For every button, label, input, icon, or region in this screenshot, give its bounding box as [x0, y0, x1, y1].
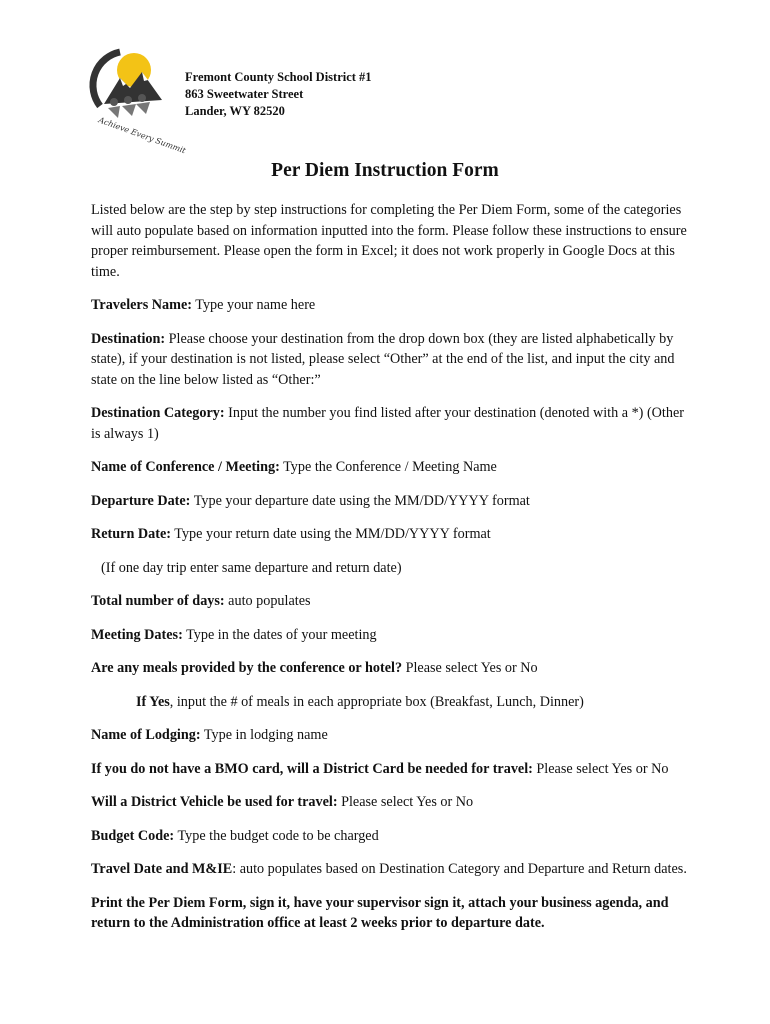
field-meals-provided: Are any meals provided by the conference or hotel? Please select Yes or No	[91, 660, 538, 676]
field-district-vehicle: Will a District Vehicle be used for travel: Please select Yes or No	[91, 794, 474, 810]
logo-motto: Achieve Every Summit	[97, 115, 187, 156]
field-conference-name: Name of Conference / Meeting: Type the Conference / Meeting Name	[91, 459, 497, 475]
org-street: 863 Sweetwater Street	[185, 87, 304, 101]
field-destination: Destination: Please choose your destination from the drop down box (they are listed alphabetically by state), if your destination is not listed, please select “Other” at the end of the list, and input the city and state on the line below listed as “Other:”	[91, 330, 675, 388]
field-lodging: Name of Lodging: Type in lodging name	[91, 727, 328, 743]
field-destination-category: Destination Category: Input the number you find listed after your destination (denoted with a *) (Other is always 1)	[91, 405, 684, 442]
final-instruction: Print the Per Diem Form, sign it, have your supervisor sign it, attach your business agenda, and return to the Administration office at least 2 weeks prior to departure date.	[91, 894, 669, 931]
district-address	[185, 69, 372, 120]
field-return-date: Return Date: Type your return date using the MM/DD/YYYY format	[91, 526, 491, 542]
field-meeting-dates: Meeting Dates: Type in the dates of your meeting	[91, 626, 377, 643]
field-budget-code: Budget Code: Type the budget code to be charged	[91, 827, 379, 844]
page-title: Per Diem Instruction Form	[271, 160, 499, 181]
instructions-body	[91, 200, 691, 947]
district-logo	[90, 44, 187, 156]
field-travelers-name: Travelers Name: Type your name here	[91, 297, 316, 313]
org-city: Lander, WY 82520	[185, 104, 285, 118]
intro-paragraph: Listed below are the step by step instructions for completing the Per Diem Form, some of the categories will auto populate based on information inputted into the form. Please follow these instructions to ensure proper reimbursement. Please open the form in Excel; it does not work properly in Google Docs at this time.	[91, 202, 687, 280]
one-day-note: (If one day trip enter same departure and return date)	[101, 559, 402, 576]
org-name: Fremont County School District #1	[185, 70, 372, 84]
field-total-days: Total number of days: auto populates	[91, 593, 311, 609]
field-departure-date: Departure Date: Type your departure date using the MM/DD/YYYY format	[91, 492, 530, 509]
if-yes-note: If Yes, input the # of meals in each appropriate box (Breakfast, Lunch, Dinner)	[136, 693, 584, 710]
field-travel-date-mie: Travel Date and M&IE: auto populates based on Destination Category and Departure and Return dates.	[91, 861, 687, 877]
field-district-card: If you do not have a BMO card, will a District Card be needed for travel: Please select Yes or No	[91, 760, 669, 777]
